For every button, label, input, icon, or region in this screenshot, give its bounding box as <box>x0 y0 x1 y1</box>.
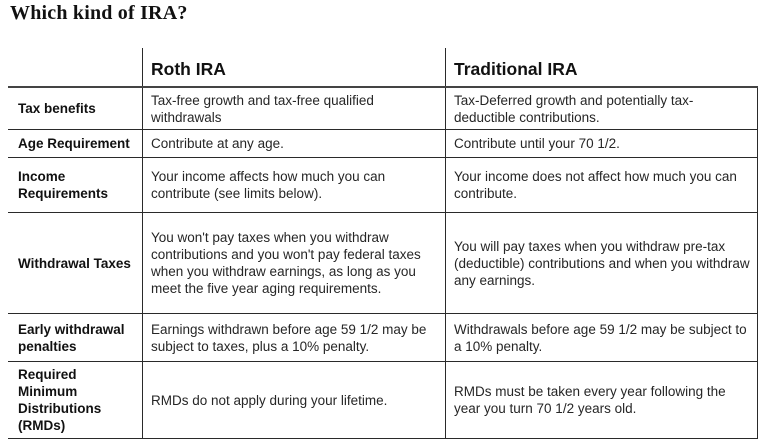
table-row-age-requirement <box>8 130 758 158</box>
table-row-tax-benefits <box>8 88 758 130</box>
traditional-cell: Contribute until your 70 1/2. <box>445 130 758 157</box>
row-label: Income Requirements <box>18 169 109 201</box>
ira-comparison-table <box>8 48 758 439</box>
row-label: Tax benefits <box>18 101 96 116</box>
table-row-income-requirements <box>8 158 758 213</box>
table-row-withdrawal-taxes <box>8 213 758 314</box>
traditional-cell: Your income does not affect how much you can contribute. <box>445 158 758 212</box>
header-roth-ira: Roth IRA <box>142 48 445 86</box>
roth-cell: You won't pay taxes when you withdraw contributions and you won't pay federal taxes when you withdraw earnings, as long as you meet the five year aging requirements. <box>142 213 445 313</box>
row-label: Age Requirement <box>18 136 130 151</box>
roth-cell: Your income affects how much you can contribute (see limits below). <box>142 158 445 212</box>
traditional-cell: Withdrawals before age 59 1/2 may be subject to a 10% penalty. <box>445 314 758 361</box>
traditional-cell: Tax-Deferred growth and potentially tax-deductible contributions. <box>445 88 758 129</box>
table-row-early-withdrawal-penalties <box>8 314 758 362</box>
page-title: Which kind of IRA? <box>10 2 188 24</box>
row-label: Early withdrawal penalties <box>18 321 125 354</box>
table-header-row <box>8 48 758 88</box>
header-traditional-ira: Traditional IRA <box>445 48 758 86</box>
traditional-cell: You will pay taxes when you withdraw pre-tax (deductible) contributions and when you withdraw any earnings. <box>445 213 758 313</box>
row-label: Withdrawal Taxes <box>18 255 131 271</box>
table-row-rmds <box>8 362 758 439</box>
traditional-cell: RMDs must be taken every year following the year you turn 70 1/2 years old. <box>445 362 758 438</box>
header-empty <box>8 48 142 86</box>
roth-cell: RMDs do not apply during your lifetime. <box>142 362 445 438</box>
row-label: Required Minimum Distributions (RMDs) <box>18 367 102 433</box>
roth-cell: Contribute at any age. <box>142 130 445 157</box>
roth-cell: Earnings withdrawn before age 59 1/2 may be subject to taxes, plus a 10% penalty. <box>142 314 445 361</box>
roth-cell: Tax-free growth and tax-free qualified withdrawals <box>142 88 445 129</box>
